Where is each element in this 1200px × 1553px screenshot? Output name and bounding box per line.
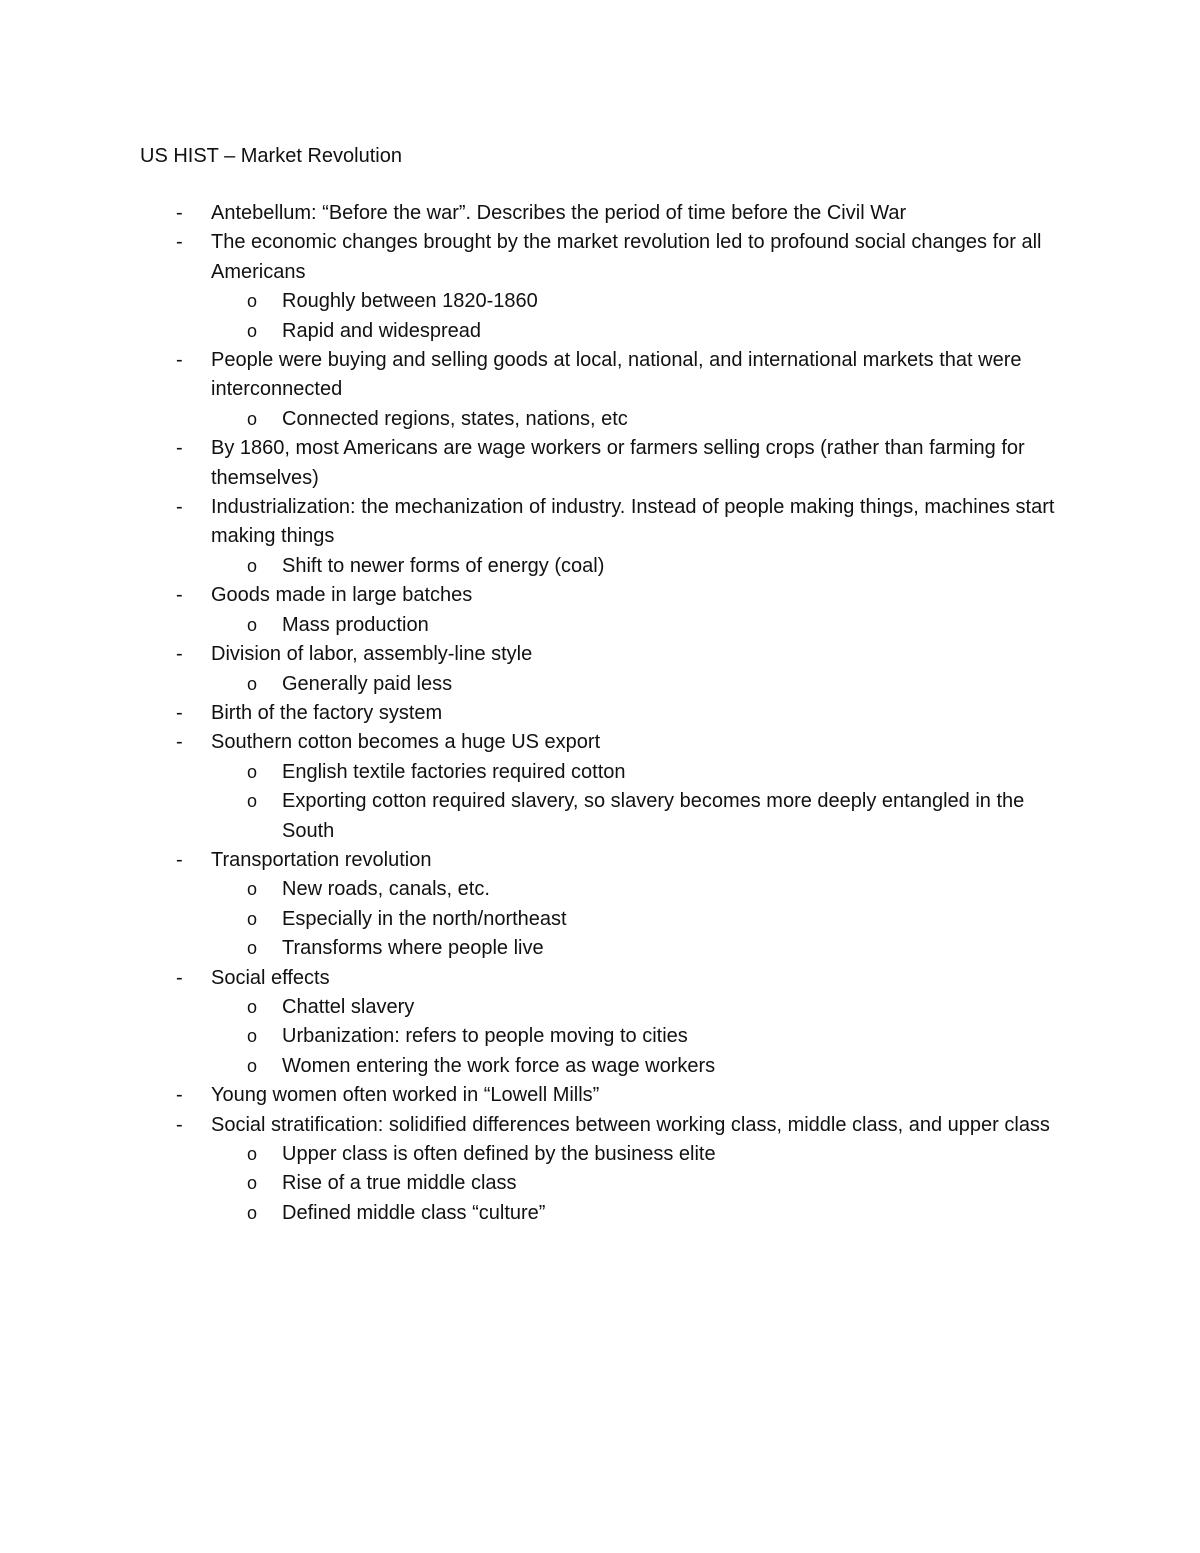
circle-bullet-marker: o: [247, 1144, 258, 1164]
bullet-text: Connected regions, states, nations, etc: [282, 407, 628, 430]
bullet-text: Social effects: [211, 966, 330, 989]
sub-bullet-item: [0, 317, 1200, 346]
dash-bullet-marker: -: [176, 701, 183, 724]
bullet-text: Urbanization: refers to people moving to cities: [282, 1025, 688, 1048]
sub-bullet-item: [0, 875, 1200, 904]
bullet-text: Division of labor, assembly-line style: [211, 643, 533, 666]
dash-bullet-marker: -: [176, 966, 183, 989]
bullet-text: Exporting cotton required slavery, so slavery becomes more deeply entangled in the South: [282, 790, 1025, 842]
sub-bullet-item: [0, 1052, 1200, 1081]
bullet-text: Rise of a true middle class: [282, 1172, 517, 1195]
circle-bullet-marker: o: [247, 408, 258, 429]
sub-bullet-item: [0, 905, 1200, 934]
sub-bullet-item: [0, 1022, 1200, 1051]
circle-bullet-marker: o: [247, 908, 258, 929]
dash-bullet-marker: -: [176, 202, 183, 224]
bullet-text: Southern cotton becomes a huge US export: [211, 731, 601, 754]
circle-bullet-marker: o: [247, 673, 258, 694]
dash-bullet-marker: -: [176, 848, 183, 871]
sub-bullet-item: [0, 405, 1200, 434]
sub-bullet-item: [0, 993, 1200, 1022]
bullet-text: Transportation revolution: [211, 848, 432, 871]
dash-bullet-marker: -: [176, 349, 183, 372]
sub-bullet-item: [0, 287, 1200, 316]
bullet-text: Antebellum: “Before the war”. Describes the period of time before the Civil War: [211, 202, 907, 224]
dash-bullet-marker: -: [176, 1084, 183, 1107]
sub-bullet-item: [0, 1140, 1200, 1169]
bullet-item: [0, 1111, 1200, 1140]
bullet-text: Birth of the factory system: [211, 701, 443, 724]
bullet-text: Roughly between 1820-1860: [282, 290, 538, 313]
bullet-text: The economic changes brought by the market revolution led to profound social changes for all Americans: [211, 231, 1042, 283]
bullet-text: Transforms where people live: [282, 937, 544, 960]
circle-bullet-marker: o: [247, 791, 258, 812]
bullet-item: [0, 728, 1200, 757]
dash-bullet-marker: -: [176, 643, 183, 666]
bullet-text: Chattel slavery: [282, 995, 415, 1018]
circle-bullet-marker: o: [247, 555, 258, 576]
notes-list: [0, 199, 1200, 1228]
circle-bullet-marker: o: [247, 291, 258, 312]
bullet-text: People were buying and selling goods at local, national, and international markets that were interconnected: [211, 349, 1022, 401]
bullet-item: [0, 1081, 1200, 1110]
circle-bullet-marker: o: [247, 938, 258, 959]
sub-bullet-item: [0, 670, 1200, 699]
bullet-text: Especially in the north/northeast: [282, 907, 567, 930]
circle-bullet-marker: o: [247, 996, 258, 1017]
dash-bullet-marker: -: [176, 731, 183, 754]
bullet-item: [0, 964, 1200, 993]
circle-bullet-marker: o: [247, 879, 258, 900]
bullet-text: Young women often worked in “Lowell Mills”: [211, 1084, 600, 1107]
sub-bullet-item: [0, 1199, 1200, 1228]
bullet-text: Women entering the work force as wage workers: [282, 1054, 716, 1077]
bullet-text: Social stratification: solidified differences between working class, middle class, and upper class: [211, 1113, 1050, 1136]
bullet-item: [0, 493, 1200, 552]
sub-bullet-item: [0, 1169, 1200, 1198]
circle-bullet-marker: o: [247, 1202, 258, 1223]
bullet-item: [0, 346, 1200, 405]
bullet-text: Mass production: [282, 613, 429, 636]
document-title: US HIST – Market Revolution: [140, 145, 402, 167]
dash-bullet-marker: -: [176, 231, 183, 254]
sub-bullet-item: [0, 758, 1200, 787]
circle-bullet-marker: o: [247, 614, 258, 635]
sub-bullet-item: [0, 552, 1200, 581]
bullet-text: Defined middle class “culture”: [282, 1201, 546, 1224]
circle-bullet-marker: o: [247, 320, 258, 341]
bullet-item: [0, 199, 1200, 228]
bullet-item: [0, 434, 1200, 493]
dash-bullet-marker: -: [176, 496, 183, 519]
bullet-item: [0, 581, 1200, 610]
sub-bullet-item: [0, 934, 1200, 963]
bullet-item: [0, 228, 1200, 287]
sub-bullet-item: [0, 611, 1200, 640]
bullet-text: Goods made in large batches: [211, 584, 473, 607]
circle-bullet-marker: o: [247, 1173, 258, 1194]
bullet-text: English textile factories required cotton: [282, 760, 626, 783]
dash-bullet-marker: -: [176, 437, 183, 460]
sub-bullet-item: [0, 787, 1200, 846]
bullet-item: [0, 699, 1200, 728]
bullet-item: [0, 640, 1200, 669]
circle-bullet-marker: o: [247, 1055, 258, 1076]
bullet-text: By 1860, most Americans are wage workers or farmers selling crops (rather than farming for themselves): [211, 437, 1025, 489]
dash-bullet-marker: -: [176, 584, 183, 607]
bullet-text: Shift to newer forms of energy (coal): [282, 554, 605, 577]
bullet-item: [0, 846, 1200, 875]
dash-bullet-marker: -: [176, 1113, 183, 1136]
circle-bullet-marker: o: [247, 761, 258, 782]
bullet-text: Industrialization: the mechanization of industry. Instead of people making things, machines start making things: [211, 496, 1055, 548]
bullet-text: Upper class is often defined by the business elite: [282, 1143, 716, 1165]
circle-bullet-marker: o: [247, 1026, 258, 1047]
bullet-text: Rapid and widespread: [282, 319, 482, 342]
bullet-text: Generally paid less: [282, 672, 453, 695]
bullet-text: New roads, canals, etc.: [282, 878, 490, 901]
